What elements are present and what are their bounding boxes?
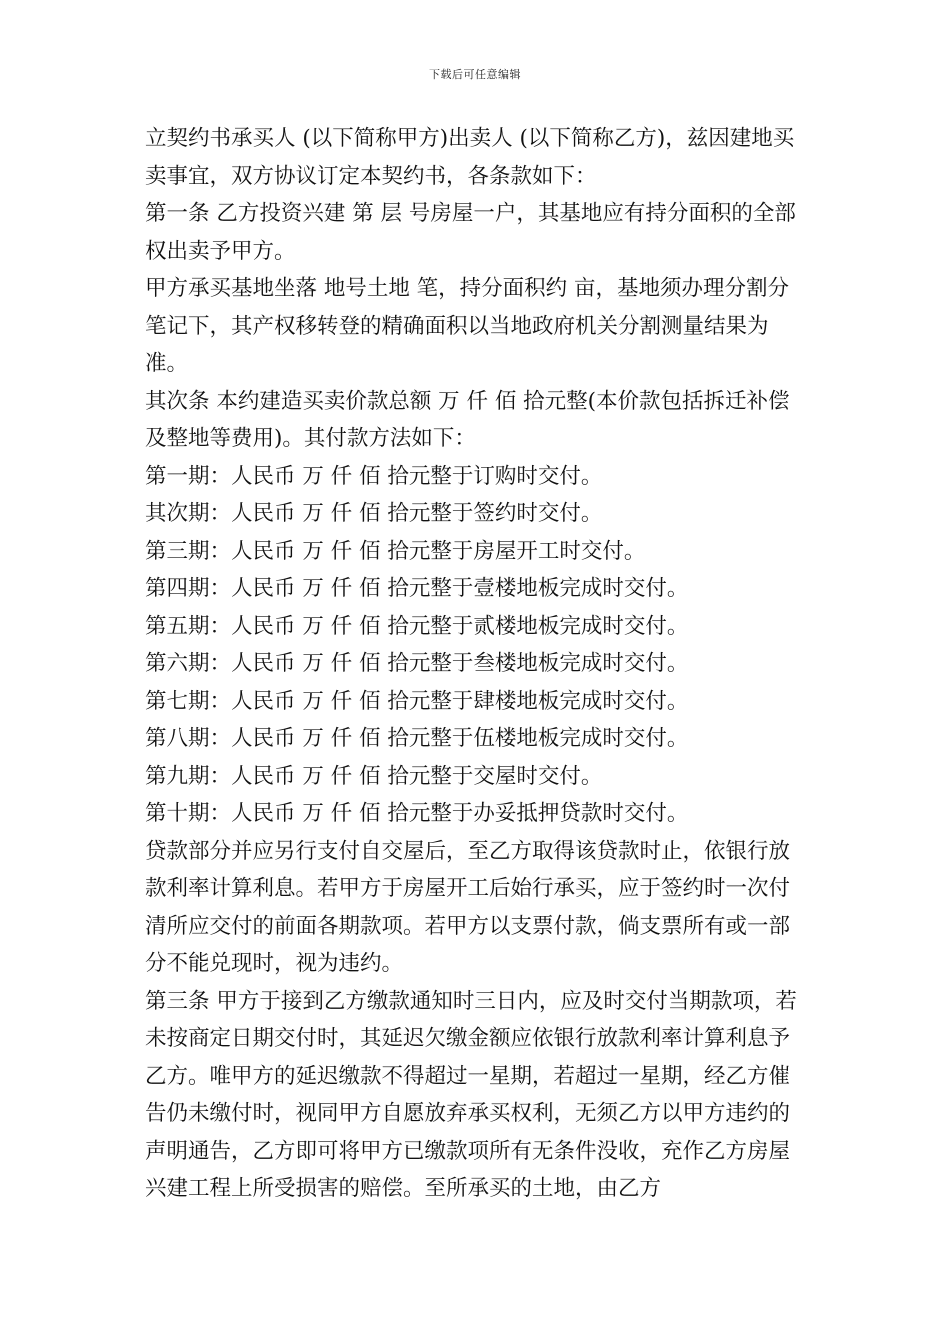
payment-period-3: 第三期：人民币 万 仟 佰 拾元整于房屋开工时交付。 (145, 538, 646, 564)
payment-period-7: 第七期：人民币 万 仟 佰 拾元整于肆楼地板完成时交付。 (145, 688, 689, 714)
paragraph-article-1: 第一条 乙方投资兴建 第 层 号房屋一户，其基地应有持分面积的全部权出卖予甲方。 (145, 201, 796, 264)
page-header: 下载后可任意编辑 (429, 68, 521, 81)
payment-period-5: 第五期：人民币 万 仟 佰 拾元整于贰楼地板完成时交付。 (145, 613, 689, 639)
payment-period-1: 第一期：人民币 万 仟 佰 拾元整于订购时交付。 (145, 463, 603, 489)
paragraph-article-3: 第三条 甲方于接到乙方缴款通知时三日内，应及时交付当期款项，若未按商定日期交付时，其延迟欠缴金额应依银行放款利率计算利息予乙方。唯甲方的延迟缴款不得超过一星期，若超过一星期，经乙方催告仍未缴付时，视同甲方自愿放弃承买权利，无须乙方以甲方违约的声明通告，乙方即可将甲方已缴款项所有无条件没收，充作乙方房屋兴建工程上所受损害的赔偿。至所承买的土地，由乙方 (145, 988, 797, 1201)
paragraph-preamble: 立契约书承买人 (以下简称甲方)出卖人 (以下简称乙方)，兹因建地买卖事宜，双方协议订定本契约书，各条款如下： (145, 126, 795, 189)
payment-period-9: 第九期：人民币 万 仟 佰 拾元整于交屋时交付。 (145, 763, 603, 789)
payment-period-4: 第四期：人民币 万 仟 佰 拾元整于壹楼地板完成时交付。 (145, 576, 689, 601)
paragraph-article-2: 其次条 本约建造买卖价款总额 万 仟 佰 拾元整(本价款包括拆迁补偿及整地等费用)。其付款方法如下： (145, 388, 790, 451)
payment-period-6: 第六期：人民币 万 仟 佰 拾元整于叁楼地板完成时交付。 (145, 651, 689, 676)
paragraph-loan-terms: 贷款部分并应另行支付自交屋后，至乙方取得该贷款时止，依银行放款利率计算利息。若甲方于房屋开工后始行承买，应于签约时一次付清所应交付的前面各期款项。若甲方以支票付款，倘支票所有或一部分不能兑现时，视为违约。 (145, 838, 791, 976)
payment-period-10: 第十期：人民币 万 仟 佰 拾元整于办妥抵押贷款时交付。 (145, 801, 689, 826)
paragraph-land-details: 甲方承买基地坐落 地号土地 笔，持分面积约 亩，基地须办理分割分笔记下，其产权移转登的精确面积以当地政府机关分割测量结果为准。 (145, 276, 790, 376)
payment-period-2: 其次期：人民币 万 仟 佰 拾元整于签约时交付。 (145, 501, 603, 526)
payment-period-8: 第八期：人民币 万 仟 佰 拾元整于伍楼地板完成时交付。 (145, 726, 689, 751)
document-body (145, 120, 810, 1208)
